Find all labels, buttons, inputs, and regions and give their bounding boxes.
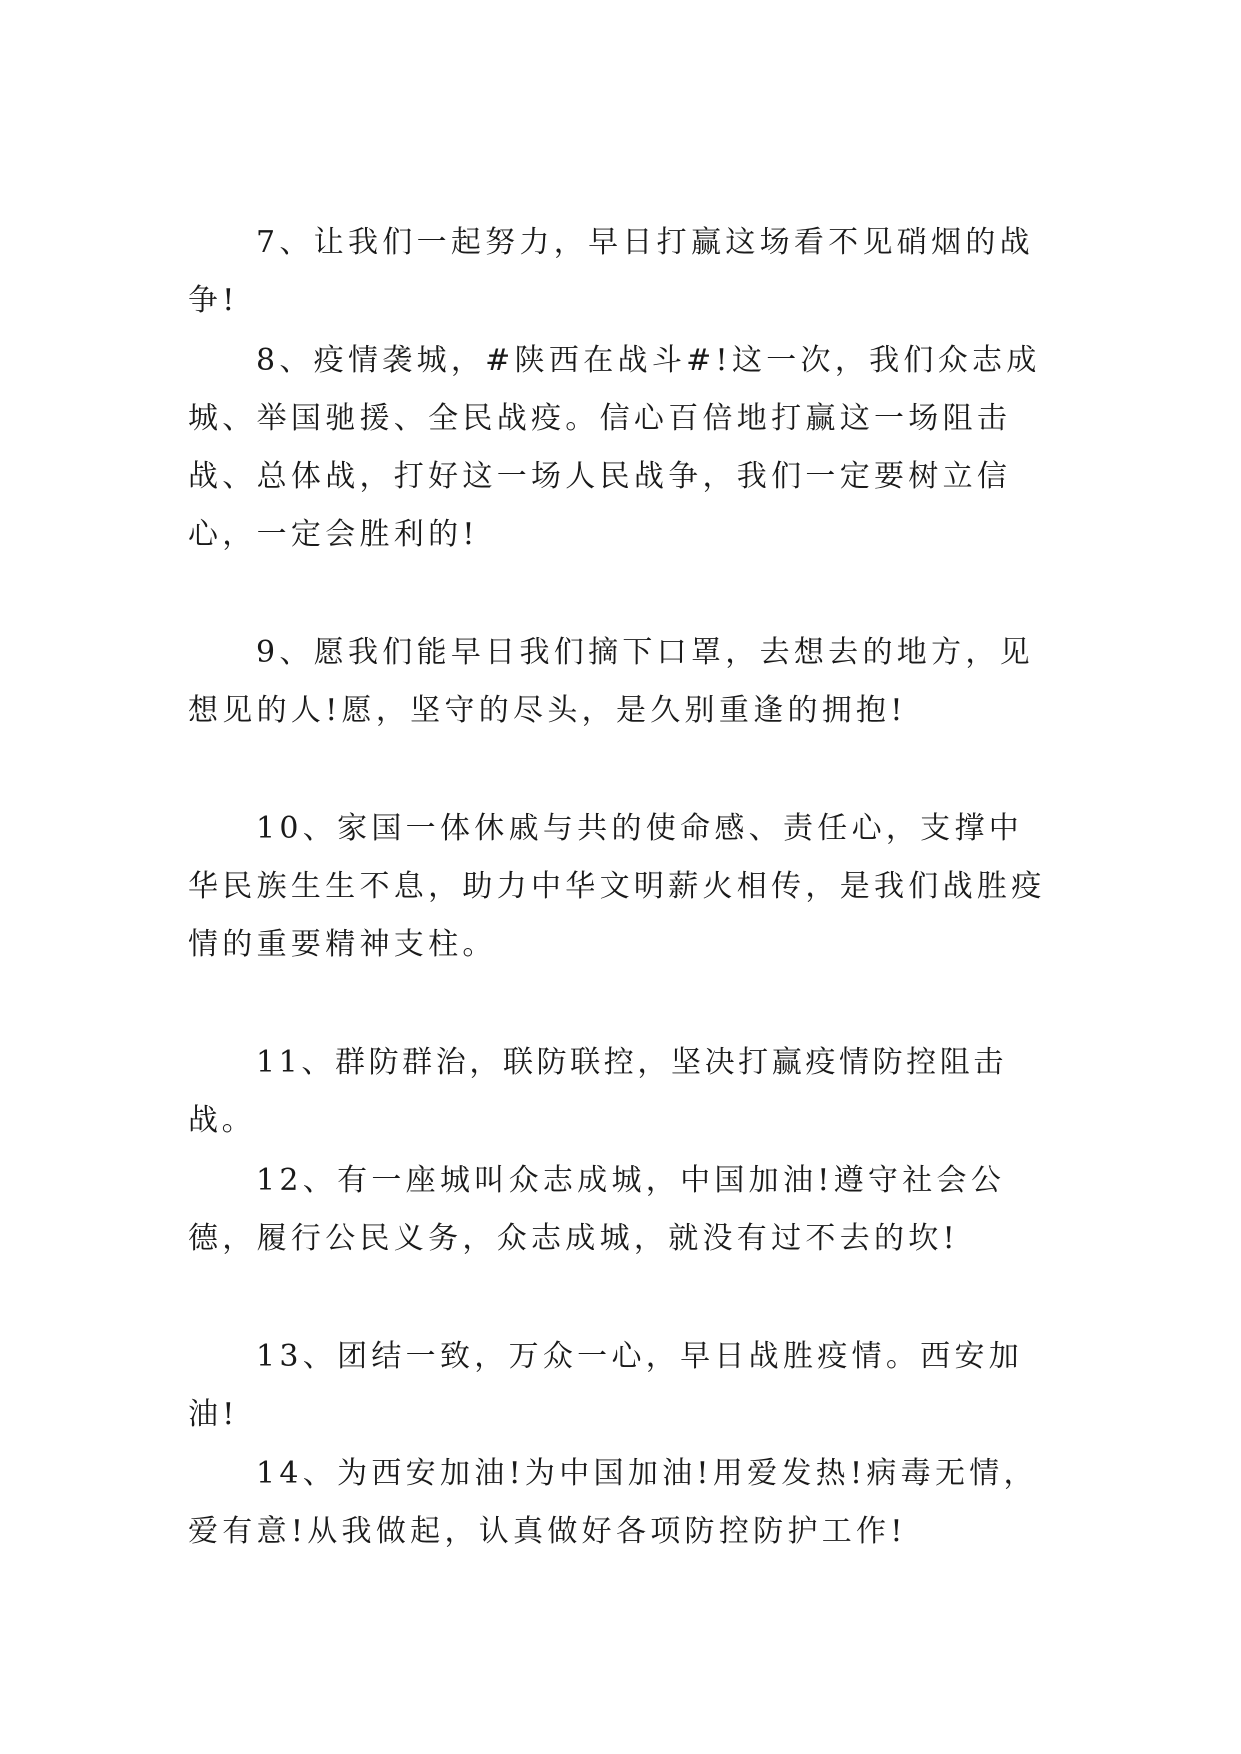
paragraph-9: 9、愿我们能早日我们摘下口罩，去想去的地方，见想见的人!愿，坚守的尽头，是久别重逢的拥抱! bbox=[188, 635, 1034, 728]
paragraph-11: 11、群防群治，联防联控，坚决打赢疫情防控阻击战。 bbox=[188, 1045, 1007, 1138]
paragraph-14: 14、为西安加油!为中国加油!用爱发热!病毒无情，爱有意!从我做起，认真做好各项防控防护工作! bbox=[188, 1456, 1038, 1549]
paragraph-7: 7、让我们一起努力，早日打赢这场看不见硝烟的战争! bbox=[188, 225, 1034, 318]
paragraph-13: 13、团结一致，万众一心，早日战胜疫情。西安加油! bbox=[188, 1339, 1024, 1432]
paragraph-8: 8、疫情袭城，#陕西在战斗#!这一次，我们众志成城、举国驰援、全民战疫。信心百倍地打赢这一场阻击战、总体战，打好这一场人民战争，我们一定要树立信心，一定会胜利的! bbox=[188, 343, 1041, 552]
paragraph-10: 10、家国一体休戚与共的使命感、责任心，支撑中华民族生生不息，助力中华文明薪火相传，是我们战胜疫情的重要精神支柱。 bbox=[188, 811, 1046, 962]
paragraph-12: 12、有一座城叫众志成城，中国加油!遵守社会公德，履行公民义务，众志成城，就没有过不去的坎! bbox=[188, 1163, 1006, 1256]
